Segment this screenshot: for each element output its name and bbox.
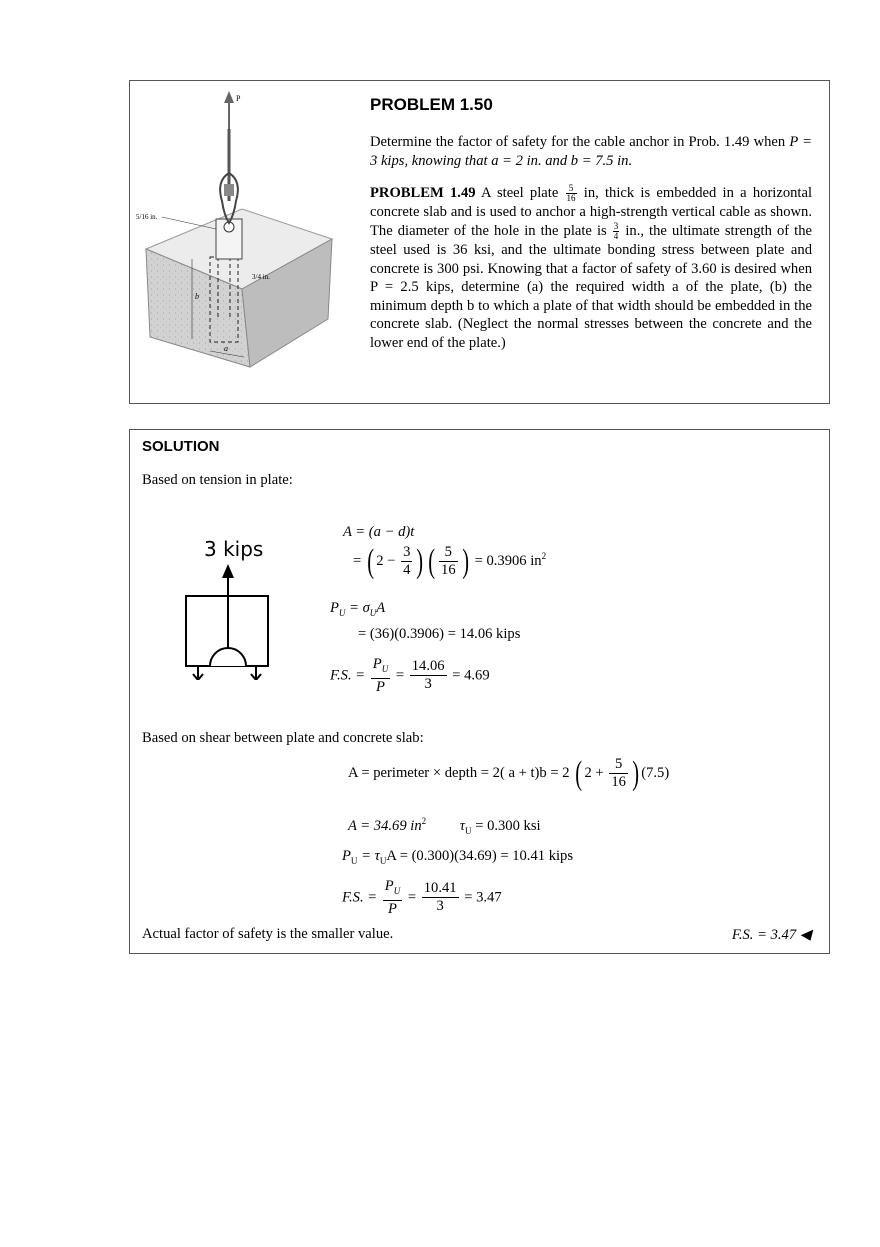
problem-box [129, 80, 830, 404]
solution-box [129, 429, 830, 954]
equation-area-values: = ( 2 − $\frac{3}{4}$ ) ( $\frac{5}{16}$ ) = 0.3906 $in^2$ [353, 542, 547, 580]
figure-label-b: b [195, 292, 199, 301]
equation-pu: $P_U = \sigma_UA$ [330, 600, 386, 618]
equation-pu-shear: $P_U = \tau_UA = (0.300)(34.69) = 10.41$ kips [342, 848, 574, 866]
figure-label-a: a [224, 344, 228, 353]
equation-shear-area: A = perimeter × depth = 2( a + t)b = 2 ( 2 + $\frac{5}{16}$ ) (7.5) [348, 754, 670, 792]
shear-intro: Based on shear between plate and concrete slab: [142, 730, 424, 746]
problem-150-text [370, 133, 812, 170]
solution-title: SOLUTION [142, 438, 220, 455]
solution-intro: Based on tension in plate: [142, 472, 293, 488]
p149-part-b: in, thick is embedded in a horizontal concrete slab and is used to anchor a high-strength vertical cable as shown. The diameter of the hole in the plate is [370, 185, 813, 239]
final-answer: F.S. = 3.47 ◀ [731, 927, 811, 943]
p149-part-c: in., the ultimate strength of the steel used is 36 ksi, and the ultimate bonding stress between plate and concrete is 300 psi. Knowing that a factor of safety of 3.60 is desired when P = 2.5 kips, determine (a) the required width a of the plate, (b) the minimum depth b to which a plate of that width should be embedded in the concrete slab. (Neglect the normal stresses between the concrete and the lower end of the plate.) [370, 222, 812, 351]
p149-part-a: A steel plate [481, 185, 559, 201]
p149-label: PROBLEM 1.49 [370, 185, 476, 201]
p149-fraction-thickness: $\frac{5}{16}$ [566, 183, 576, 204]
equation-pu-value: = (36)(0.3906) = 14.06 kips [358, 626, 521, 642]
equation-area: A = (a − d)t [343, 524, 415, 540]
p150-line-a: Determine the factor of safety for the cable anchor in Prob. 1.49 when [370, 134, 786, 150]
equation-area-result: A = 34.69 $in^2$ $\tau_U = 0.300$ ksi [348, 816, 541, 836]
figure-label-d: 3/4 in. [252, 273, 270, 281]
equation-fs-shear: F.S. = $\frac{P_U}{P}$ = $\frac{10.41}{3}$ = 3.47 [342, 878, 502, 917]
problem-title: PROBLEM 1.50 [370, 95, 493, 114]
p149-fraction-hole: $\frac{3}{4}$ [613, 220, 619, 241]
cable-anchor-figure [132, 89, 342, 389]
free-body-sketch [172, 530, 302, 680]
figure-label-p: P [236, 94, 241, 103]
equation-fs-tension: F.S. = $\frac{P_U}{P}$ = $\frac{14.06}{3}$ = 4.69 [330, 656, 490, 695]
conclusion-text: Actual factor of safety is the smaller value. [142, 926, 394, 942]
problem-149-text [370, 184, 812, 352]
figure-label-t: 5/16 in. [136, 213, 158, 221]
p150-line-b: P = 3 kips, knowing that a = 2 in. and b = 7.5 in. [370, 134, 812, 169]
sketch-label: 3 kips [204, 537, 264, 561]
